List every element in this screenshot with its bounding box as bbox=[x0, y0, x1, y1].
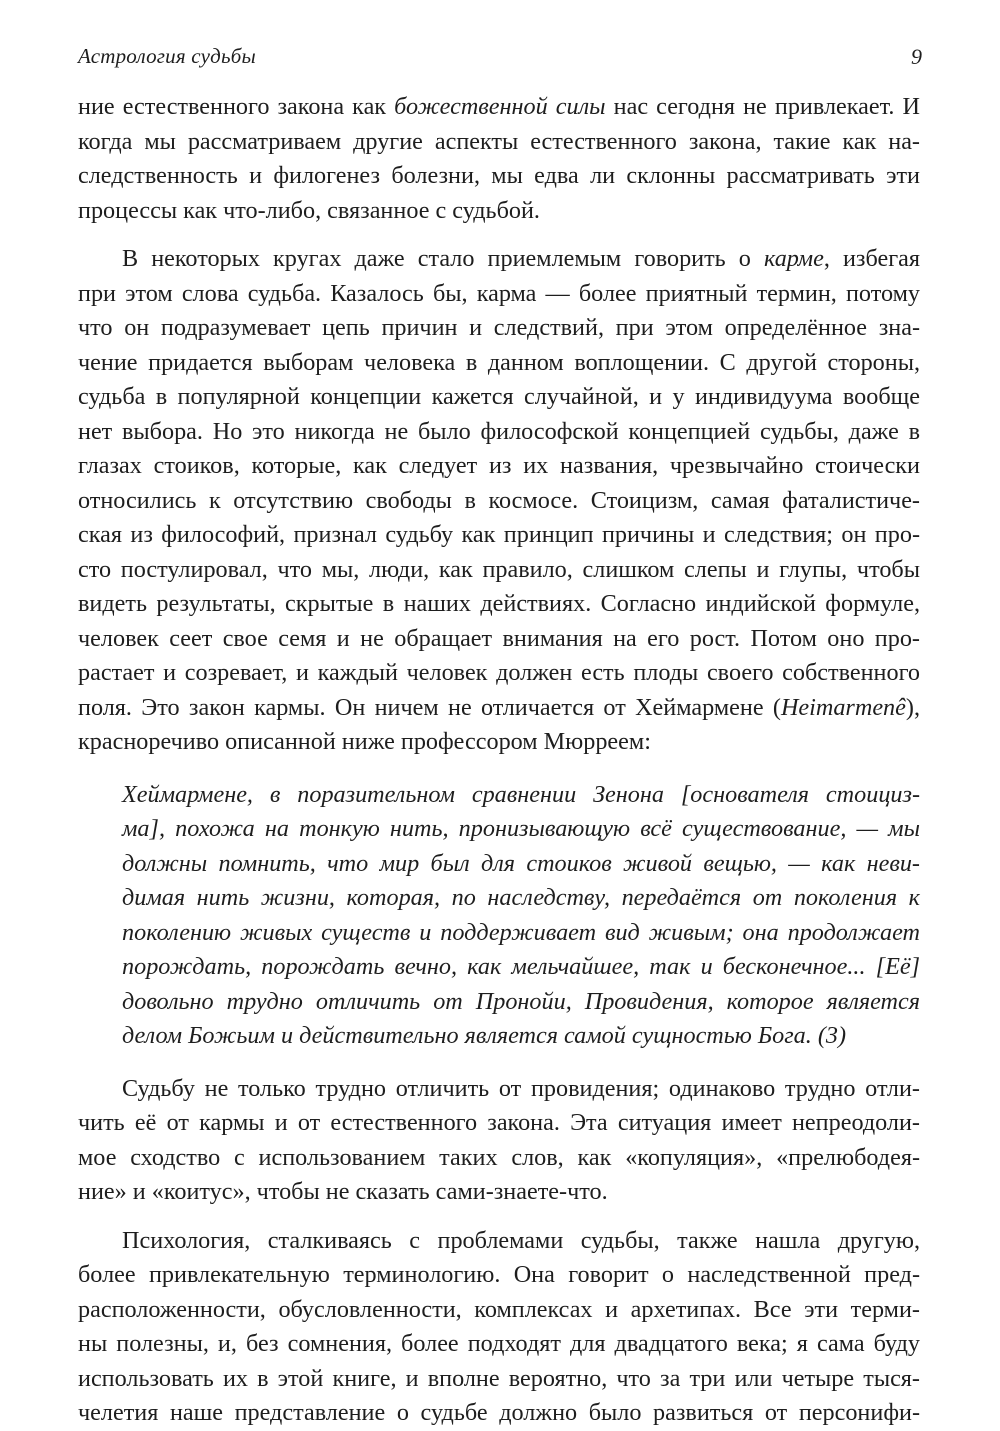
emphasis: карме bbox=[763, 245, 824, 272]
quote-line: поколению живых существ и поддерживает вид живым; она продолжает bbox=[122, 918, 920, 946]
text-line: сто постулировал, что мы, люди, как правило, слишком слепы и глупы, чтобы bbox=[78, 555, 920, 583]
text-line: что он подразумевает цепь причин и следствий, при этом определённое зна- bbox=[78, 314, 920, 341]
text-line: челетия наше представление о судьбе должно было развиться от персонифи- bbox=[78, 1399, 920, 1426]
text-line: мое сходство с использованием таких слов, как «копуляция», «прелюбодея- bbox=[78, 1143, 920, 1171]
text-line: поля. Это закон кармы. Он ничем не отличается от Хеймармене (Heimarmenê), bbox=[78, 693, 920, 721]
page-number: 9 bbox=[911, 44, 922, 69]
paragraph-3 bbox=[78, 1072, 920, 1210]
emphasis: Heimarmenê bbox=[780, 693, 906, 721]
text-line: когда мы рассматриваем другие аспекты естественного закона, такие как на- bbox=[78, 127, 920, 155]
quote-line: делом Божьим и действительно является самой сущностью Бога. (3) bbox=[122, 1022, 847, 1049]
text-line: относились к отсутствию свободы в космосе. Стоицизм, самая фаталистиче- bbox=[78, 486, 920, 514]
text-line: В некоторых кругах даже стало приемлемым говорить о карме, избегая bbox=[122, 245, 920, 272]
text-line: ние» и «коитус», чтобы не сказать сами-знаете-что. bbox=[78, 1178, 608, 1205]
body-text bbox=[78, 90, 920, 1431]
quote-line: Хеймармене, в поразительном сравнении Зенона [основателя стоициз- bbox=[122, 780, 920, 808]
quote-line: должны помнить, что мир был для стоиков живой вещью, — как неви- bbox=[122, 849, 920, 877]
text-line: красноречиво описанной ниже профессором Мюрреем: bbox=[78, 728, 651, 755]
text-line: процессы как что-либо, связанное с судьбой. bbox=[78, 196, 540, 224]
emphasis: божественной силы bbox=[394, 93, 606, 120]
text-line: следственность и филогенез болезни, мы едва ли склонны рассматривать эти bbox=[78, 162, 920, 189]
text-line: глазах стоиков, которые, как следует из их названия, чрезвычайно стоически bbox=[78, 452, 920, 479]
text-line: растает и созревает, и каждый человек должен есть плоды своего собственного bbox=[78, 659, 920, 686]
text-line: чить её от кармы и от естественного закона. Эта ситуация имеет непреодоли- bbox=[78, 1109, 920, 1136]
block-quote bbox=[122, 778, 920, 1054]
text-line: нет выбора. Но это никогда не было философской концепцией судьбы, даже в bbox=[78, 417, 920, 445]
text-line: использовать их в этой книге, и вполне вероятно, что за три или четыре тыся- bbox=[78, 1364, 920, 1392]
page-header bbox=[78, 44, 922, 74]
text-line: ны полезны, и, без сомнения, более подходят для двадцатого века; я сама буду bbox=[78, 1330, 920, 1357]
text-line: видеть результаты, скрытые в наших действиях. Согласно индийской формуле, bbox=[78, 590, 920, 617]
text-line: ская из философий, признал судьбу как принцип причины и следствия; он про- bbox=[78, 521, 920, 548]
text-line: более привлекательную терминологию. Она говорит о наследственной пред- bbox=[78, 1261, 920, 1288]
text-line: чение придается выборам человека в данном воплощении. С другой стороны, bbox=[78, 348, 920, 376]
quote-line: димая нить жизни, которая, по наследству, передаётся от поколения к bbox=[122, 884, 920, 911]
paragraph-1 bbox=[78, 90, 920, 228]
paragraph-2 bbox=[78, 242, 920, 760]
running-title: Астрология судьбы bbox=[78, 44, 256, 68]
text-line: при этом слова судьба. Казалось бы, карма — более приятный термин, потому bbox=[78, 279, 920, 307]
text-line: Судьбу не только трудно отличить от провидения; одинаково трудно отли- bbox=[122, 1074, 920, 1102]
text-line: расположенности, обусловленности, комплексах и архетипах. Все эти терми- bbox=[78, 1295, 920, 1323]
paragraph-4 bbox=[78, 1224, 920, 1431]
text-line: судьба в популярной концепции кажется случайной, и у индивидуума вообще bbox=[78, 383, 920, 410]
quote-line: порождать, порождать вечно, как мельчайшее, так и бесконечное... [Её] bbox=[122, 953, 920, 980]
text-line: Психология, сталкиваясь с проблемами судьбы, также нашла другую, bbox=[122, 1226, 920, 1254]
quote-line: довольно трудно отличить от Пронойи, Провидения, которое является bbox=[122, 987, 920, 1015]
text-line: человек сеет свое семя и не обращает внимания на его рост. Потом оно про- bbox=[78, 624, 920, 652]
text-line: ние естественного закона как божественной силы нас сегодня не привлекает. И bbox=[78, 93, 920, 120]
quote-line: ма], похожа на тонкую нить, пронизывающую всё существование, — мы bbox=[122, 815, 920, 842]
